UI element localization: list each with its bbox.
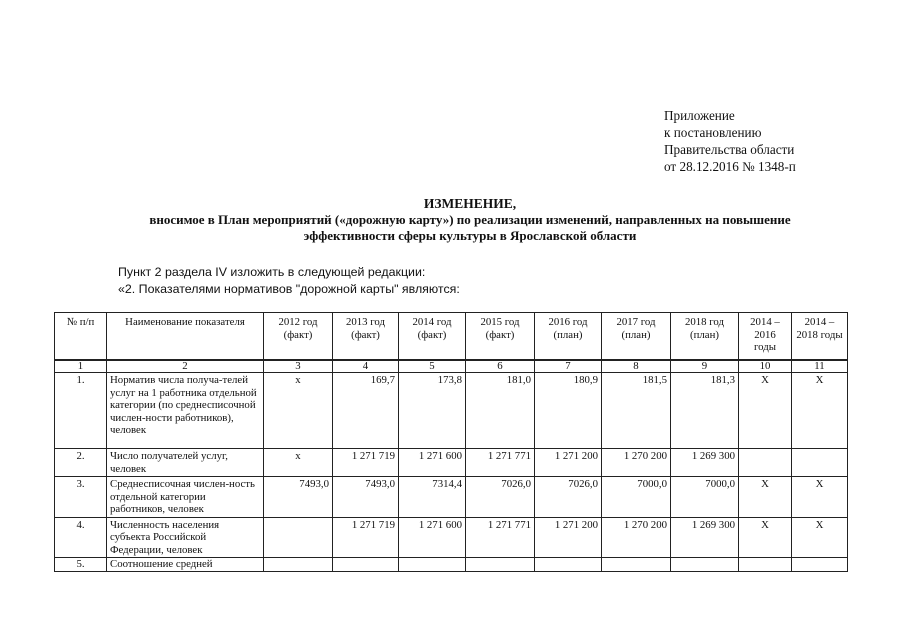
indicator-name-cell: Численность населения субъекта Российской Федерации, человек <box>107 517 264 558</box>
header-cell-2014-2016: 2014 – 2016 годы <box>739 313 792 361</box>
value-cell: 181,0 <box>466 373 535 449</box>
title-subtitle-line: вносимое в План мероприятий («дорожную карту») по реализации изменений, направленных на повышение <box>149 212 791 227</box>
column-number-cell: 2 <box>107 360 264 373</box>
table-row <box>55 449 848 477</box>
header-cell-2014: 2014 год (факт) <box>399 313 466 361</box>
value-cell: 1 271 200 <box>535 517 602 558</box>
column-number-cell: 6 <box>466 360 535 373</box>
appendix-line: Правительства области <box>664 142 795 157</box>
column-number-cell: 5 <box>399 360 466 373</box>
value-cell <box>792 449 848 477</box>
value-cell: 180,9 <box>535 373 602 449</box>
value-cell: 169,7 <box>333 373 399 449</box>
header-cell-2012: 2012 год (факт) <box>264 313 333 361</box>
indicator-name-cell: Норматив числа получа-телей услуг на 1 работника отдельной категории (по среднесписочной числен-ности работников), человек <box>107 373 264 449</box>
value-cell: 1 269 300 <box>671 449 739 477</box>
table-row <box>55 477 848 518</box>
header-cell-2016: 2016 год (план) <box>535 313 602 361</box>
value-cell: 7493,0 <box>333 477 399 518</box>
header-cell-2017: 2017 год (план) <box>602 313 671 361</box>
value-cell: 181,3 <box>671 373 739 449</box>
value-cell <box>535 558 602 572</box>
value-cell: 1 269 300 <box>671 517 739 558</box>
intro-line: Пункт 2 раздела IV изложить в следующей редакции: <box>118 265 426 279</box>
value-cell <box>264 558 333 572</box>
value-cell <box>671 558 739 572</box>
value-cell: Х <box>792 477 848 518</box>
column-number-row <box>55 360 848 373</box>
value-cell: Х <box>792 517 848 558</box>
value-cell <box>333 558 399 572</box>
value-cell <box>792 558 848 572</box>
title-subtitle-line: эффективности сферы культуры в Ярославской области <box>303 228 637 243</box>
value-cell: 1 271 600 <box>399 517 466 558</box>
value-cell: 1 271 719 <box>333 449 399 477</box>
value-cell: Х <box>739 477 792 518</box>
value-cell: 7000,0 <box>671 477 739 518</box>
intro-line: «2. Показателями нормативов "дорожной карты" являются: <box>118 282 460 296</box>
column-number-cell: 11 <box>792 360 848 373</box>
document-title <box>60 196 880 244</box>
value-cell: 7026,0 <box>466 477 535 518</box>
row-number-cell: 3. <box>55 477 107 518</box>
value-cell: 7493,0 <box>264 477 333 518</box>
value-cell <box>739 558 792 572</box>
header-cell-2015: 2015 год (факт) <box>466 313 535 361</box>
value-cell <box>399 558 466 572</box>
value-cell: 173,8 <box>399 373 466 449</box>
value-cell: 1 271 771 <box>466 517 535 558</box>
title-heading: ИЗМЕНЕНИЕ, <box>423 196 517 211</box>
column-number-cell: 7 <box>535 360 602 373</box>
column-number-cell: 10 <box>739 360 792 373</box>
value-cell: Х <box>739 373 792 449</box>
appendix-decree-date: от 28.12.2016 № 1348-п <box>664 159 796 174</box>
column-number-cell: 1 <box>55 360 107 373</box>
value-cell: Х <box>792 373 848 449</box>
value-cell: х <box>264 373 333 449</box>
header-cell-2014-2018: 2014 – 2018 годы <box>792 313 848 361</box>
row-number-cell: 1. <box>55 373 107 449</box>
value-cell: х <box>264 449 333 477</box>
row-number-cell: 5. <box>55 558 107 572</box>
column-number-cell: 8 <box>602 360 671 373</box>
appendix-line: к постановлению <box>664 125 762 140</box>
value-cell: 1 270 200 <box>602 449 671 477</box>
value-cell: 181,5 <box>602 373 671 449</box>
value-cell: 7000,0 <box>602 477 671 518</box>
table-row <box>55 517 848 558</box>
value-cell: Х <box>739 517 792 558</box>
row-number-cell: 4. <box>55 517 107 558</box>
header-cell-indicator: Наименование показателя <box>107 313 264 361</box>
indicators-table <box>54 312 848 572</box>
table-row <box>55 373 848 449</box>
value-cell <box>739 449 792 477</box>
appendix-block <box>664 107 796 175</box>
header-cell-2018: 2018 год (план) <box>671 313 739 361</box>
appendix-line: Приложение <box>664 108 735 123</box>
value-cell <box>466 558 535 572</box>
value-cell: 1 271 771 <box>466 449 535 477</box>
indicator-name-cell: Число получателей услуг, человек <box>107 449 264 477</box>
header-cell-2013: 2013 год (факт) <box>333 313 399 361</box>
indicator-name-cell: Среднесписочная числен-ность отдельной категории работников, человек <box>107 477 264 518</box>
value-cell: 7026,0 <box>535 477 602 518</box>
table-header-row <box>55 313 848 361</box>
column-number-cell: 4 <box>333 360 399 373</box>
intro-text <box>118 264 460 298</box>
value-cell <box>602 558 671 572</box>
header-cell-number: № п/п <box>55 313 107 361</box>
value-cell: 7314,4 <box>399 477 466 518</box>
value-cell: 1 271 200 <box>535 449 602 477</box>
value-cell: 1 271 600 <box>399 449 466 477</box>
value-cell: 1 271 719 <box>333 517 399 558</box>
value-cell: 1 270 200 <box>602 517 671 558</box>
value-cell <box>264 517 333 558</box>
indicator-name-cell: Соотношение средней <box>107 558 264 572</box>
table-row <box>55 558 848 572</box>
row-number-cell: 2. <box>55 449 107 477</box>
column-number-cell: 9 <box>671 360 739 373</box>
column-number-cell: 3 <box>264 360 333 373</box>
